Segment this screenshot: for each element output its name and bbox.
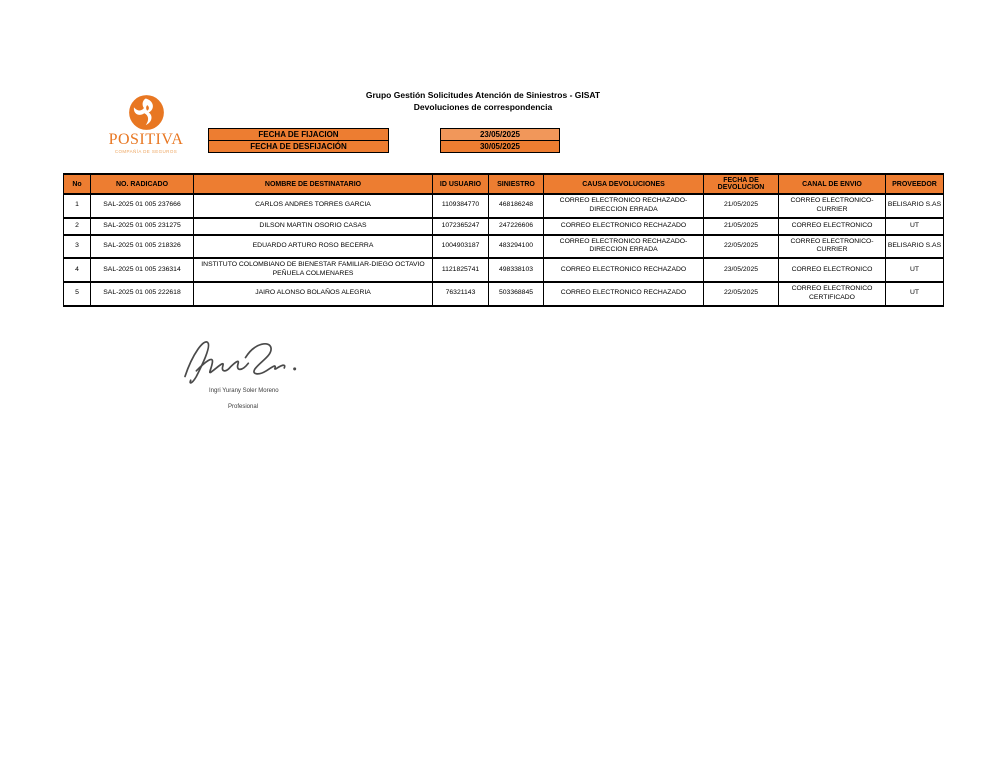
signer-role: Profesional	[228, 404, 259, 410]
cell-causa: CORREO ELECTRONICO RECHAZADO-DIRECCION ERRADA	[544, 235, 704, 259]
cell-causa: CORREO ELECTRONICO RECHAZADO	[544, 258, 704, 282]
cell-destinatario: EDUARDO ARTURO ROSO BECERRA	[194, 235, 433, 259]
cell-no: 5	[64, 282, 91, 306]
cell-no: 3	[64, 235, 91, 259]
table-header-row	[64, 174, 944, 194]
fecha-fijacion-value: 23/05/2025	[441, 129, 559, 141]
cell-proveedor: UT	[886, 218, 944, 235]
header-canal-envio: CANAL DE ENVIO	[779, 174, 886, 194]
document-title-line1: Grupo Gestión Solicitudes Atención de Siniestros - GISAT	[365, 90, 601, 100]
cell-no: 1	[64, 194, 91, 218]
cell-causa: CORREO ELECTRONICO RECHAZADO-DIRECCION ERRADA	[544, 194, 704, 218]
table-row	[64, 218, 944, 235]
devoluciones-table	[63, 173, 944, 307]
logo-brand-text: POSITIVA	[108, 131, 184, 148]
header-no: No	[64, 174, 91, 194]
handwritten-signature	[178, 333, 358, 385]
table-row	[64, 258, 944, 282]
cell-siniestro: 247226606	[489, 218, 544, 235]
signer-name: Ingri Yurany Soler Moreno	[209, 388, 279, 394]
cell-causa: CORREO ELECTRONICO RECHAZADO	[544, 282, 704, 306]
document-title-line2: Devoluciones de correspondencia	[413, 102, 553, 113]
cell-proveedor: UT	[886, 282, 944, 306]
cell-fecha-devolucion: 23/05/2025	[704, 258, 779, 282]
positiva-logo	[101, 94, 191, 154]
cell-canal-envio: CORREO ELECTRONICO CERTIFICADO	[779, 282, 886, 306]
cell-destinatario: DILSON MARTIN OSORIO CASAS	[194, 218, 433, 235]
cell-id-usuario: 1004903187	[433, 235, 489, 259]
cell-id-usuario: 1121825741	[433, 258, 489, 282]
fecha-desfijacion-value: 30/05/2025	[441, 141, 559, 152]
logo-tagline-text: COMPAÑÍA DE SEGUROS	[114, 149, 178, 154]
cell-canal-envio: CORREO ELECTRONICO	[779, 258, 886, 282]
header-id-usuario: ID USUARIO	[433, 174, 489, 194]
cell-siniestro: 483294100	[489, 235, 544, 259]
cell-no: 2	[64, 218, 91, 235]
cell-radicado: SAL-2025 01 005 236314	[91, 258, 194, 282]
table-row	[64, 282, 944, 306]
header-radicado: NO. RADICADO	[91, 174, 194, 194]
cell-canal-envio: CORREO ELECTRONICO-CURRIER	[779, 194, 886, 218]
cell-destinatario: CARLOS ANDRES TORRES GARCIA	[194, 194, 433, 218]
cell-no: 4	[64, 258, 91, 282]
cell-id-usuario: 76321143	[433, 282, 489, 306]
cell-radicado: SAL-2025 01 005 237666	[91, 194, 194, 218]
fecha-values-box	[440, 128, 560, 153]
cell-siniestro: 503368845	[489, 282, 544, 306]
fecha-fijacion-label: FECHA DE FIJACION	[209, 129, 388, 141]
cell-siniestro: 498338103	[489, 258, 544, 282]
cell-fecha-devolucion: 22/05/2025	[704, 282, 779, 306]
cell-fecha-devolucion: 21/05/2025	[704, 194, 779, 218]
fecha-desfijacion-label: FECHA DE DESFIJACIÓN	[209, 141, 388, 152]
document-title	[233, 89, 733, 114]
cell-fecha-devolucion: 22/05/2025	[704, 235, 779, 259]
cell-destinatario: JAIRO ALONSO BOLAÑOS ALEGRIA	[194, 282, 433, 306]
cell-proveedor: BELISARIO S.AS	[886, 235, 944, 259]
table-row	[64, 194, 944, 218]
cell-canal-envio: CORREO ELECTRONICO-CURRIER	[779, 235, 886, 259]
cell-proveedor: BELISARIO S.AS	[886, 194, 944, 218]
header-siniestro: SINIESTRO	[489, 174, 544, 194]
cell-id-usuario: 1072365247	[433, 218, 489, 235]
header-proveedor: PROVEEDOR	[886, 174, 944, 194]
devoluciones-table-wrap	[63, 173, 944, 307]
header-destinatario: NOMBRE DE DESTINATARIO	[194, 174, 433, 194]
cell-radicado: SAL-2025 01 005 231275	[91, 218, 194, 235]
positiva-logo-icon	[101, 94, 191, 131]
cell-radicado: SAL-2025 01 005 218326	[91, 235, 194, 259]
header-fecha-devolucion: FECHA DE DEVOLUCION	[704, 174, 779, 194]
cell-fecha-devolucion: 21/05/2025	[704, 218, 779, 235]
cell-radicado: SAL-2025 01 005 222618	[91, 282, 194, 306]
cell-siniestro: 468186248	[489, 194, 544, 218]
header-causa: CAUSA DEVOLUCIONES	[544, 174, 704, 194]
table-row	[64, 235, 944, 259]
cell-id-usuario: 1109384770	[433, 194, 489, 218]
cell-destinatario: INSTITUTO COLOMBIANO DE BIENESTAR FAMILIAR-DIEGO OCTAVIO PEÑUELA COLMENARES	[194, 258, 433, 282]
cell-canal-envio: CORREO ELECTRONICO	[779, 218, 886, 235]
signature-icon	[178, 333, 313, 385]
cell-causa: CORREO ELECTRONICO RECHAZADO	[544, 218, 704, 235]
fecha-labels-box	[208, 128, 389, 153]
cell-proveedor: UT	[886, 258, 944, 282]
